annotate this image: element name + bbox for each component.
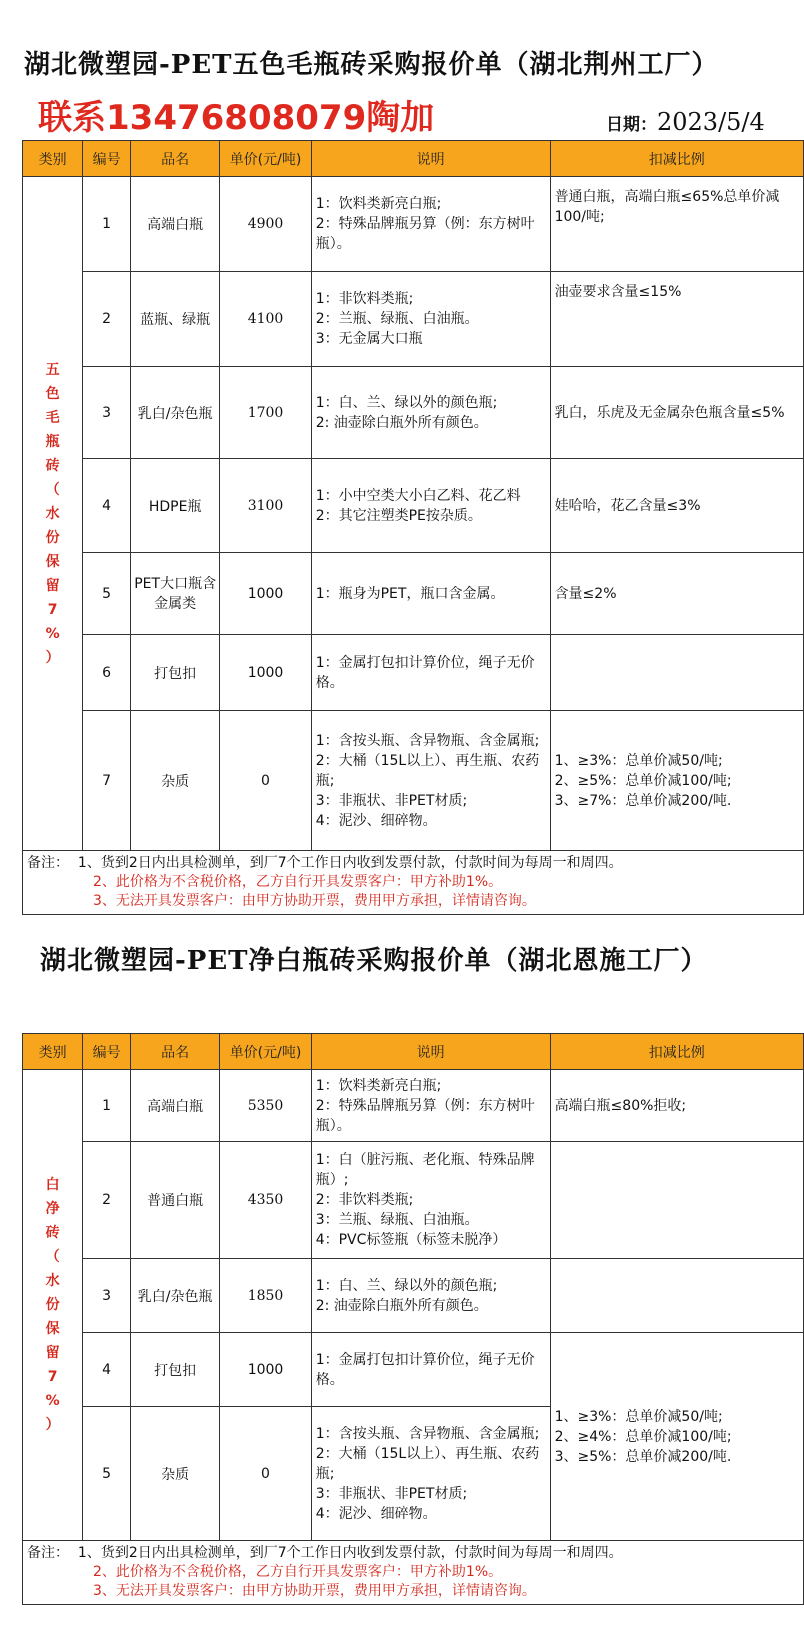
notes-row bbox=[23, 851, 804, 915]
header-deduction: 扣减比例 bbox=[550, 1034, 803, 1070]
unit-price: 1850 bbox=[220, 1259, 311, 1333]
header-category: 类别 bbox=[23, 1034, 83, 1070]
deduction bbox=[550, 1259, 803, 1333]
category-cell: 五 色 毛 瓶 砖 （ 水 份 保 留 7 % ） bbox=[23, 177, 83, 851]
description: 1：含按头瓶、含异物瓶、含金属瓶; 2：大桶（15L以上）、再生瓶、农药瓶; 3：非瓶状、非PET材质; 4：泥沙、细碎物。 bbox=[311, 711, 550, 851]
date-label: 日期： bbox=[606, 115, 657, 135]
header-description: 说明 bbox=[311, 1034, 550, 1070]
product-name: HDPE瓶 bbox=[131, 459, 220, 553]
unit-price: 3100 bbox=[220, 459, 311, 553]
table-row bbox=[23, 553, 804, 635]
table-header-row bbox=[23, 141, 804, 177]
row-number: 4 bbox=[83, 459, 131, 553]
table-row bbox=[23, 1070, 804, 1142]
contact-info: 联系13476808079陶加 bbox=[38, 98, 435, 138]
unit-price: 1000 bbox=[220, 635, 311, 711]
row-number: 2 bbox=[83, 1142, 131, 1259]
description: 1：饮料类新亮白瓶; 2：特殊品牌瓶另算（例：东方树叶瓶）。 bbox=[311, 177, 550, 272]
deduction: 含量≤2% bbox=[550, 553, 803, 635]
row-number: 3 bbox=[83, 367, 131, 459]
deduction: 乳白，乐虎及无金属杂色瓶含量≤5% bbox=[550, 367, 803, 459]
table-row bbox=[23, 272, 804, 367]
header-category: 类别 bbox=[23, 141, 83, 177]
deduction: 高端白瓶≤80%拒收; bbox=[550, 1070, 803, 1142]
product-name: 高端白瓶 bbox=[131, 177, 220, 272]
header-product: 品名 bbox=[131, 1034, 220, 1070]
row-number: 1 bbox=[83, 177, 131, 272]
header-price: 单价(元/吨) bbox=[220, 141, 311, 177]
product-name: 高端白瓶 bbox=[131, 1070, 220, 1142]
row-number: 5 bbox=[83, 1407, 131, 1541]
unit-price: 5350 bbox=[220, 1070, 311, 1142]
row-number: 5 bbox=[83, 553, 131, 635]
deduction bbox=[550, 635, 803, 711]
unit-price: 4100 bbox=[220, 272, 311, 367]
table-row bbox=[23, 711, 804, 851]
table-row bbox=[23, 635, 804, 711]
quote-table-enshi bbox=[22, 1033, 804, 1605]
quote-table-jingzhou bbox=[22, 140, 804, 915]
deduction: 1、≥3%：总单价减50/吨; 2、≥5%：总单价减100/吨; 3、≥7%：总单价减200/吨. bbox=[550, 711, 803, 851]
unit-price: 0 bbox=[220, 1407, 311, 1541]
description: 1：白、兰、绿以外的颜色瓶; 2: 油壶除白瓶外所有颜色。 bbox=[311, 367, 550, 459]
unit-price: 4350 bbox=[220, 1142, 311, 1259]
row-number: 2 bbox=[83, 272, 131, 367]
product-name: 打包扣 bbox=[131, 635, 220, 711]
description: 1：金属打包扣计算价位，绳子无价格。 bbox=[311, 1333, 550, 1407]
product-name: 打包扣 bbox=[131, 1333, 220, 1407]
deduction-merged: 1、≥3%：总单价减50/吨; 2、≥4%：总单价减100/吨; 3、≥5%：总单价减200/吨. bbox=[550, 1333, 803, 1541]
page-title-jingzhou: 湖北微塑园-PET五色毛瓶砖采购报价单（湖北荆州工厂） bbox=[24, 50, 719, 80]
product-name: 蓝瓶、绿瓶 bbox=[131, 272, 220, 367]
description: 1：白、兰、绿以外的颜色瓶; 2: 油壶除白瓶外所有颜色。 bbox=[311, 1259, 550, 1333]
unit-price: 0 bbox=[220, 711, 311, 851]
product-name: 乳白/杂色瓶 bbox=[131, 367, 220, 459]
header-product: 品名 bbox=[131, 141, 220, 177]
row-number: 3 bbox=[83, 1259, 131, 1333]
header-description: 说明 bbox=[311, 141, 550, 177]
table-row bbox=[23, 459, 804, 553]
table-row bbox=[23, 1259, 804, 1333]
table-row bbox=[23, 367, 804, 459]
notes: 备注： 1、货到2日内出具检测单，到厂7个工作日内收到发票付款，付款时间为每周一和周四。 2、此价格为不含税价格，乙方自行开具发票客户：甲方补助1%。 3、无法开具发票客户：由甲方协助开票，费用甲方承担，详情请咨询。 bbox=[23, 1541, 804, 1605]
date bbox=[606, 108, 765, 136]
description: 1：饮料类新亮白瓶; 2：特殊品牌瓶另算（例：东方树叶瓶）。 bbox=[311, 1070, 550, 1142]
description: 1：金属打包扣计算价位，绳子无价格。 bbox=[311, 635, 550, 711]
row-number: 6 bbox=[83, 635, 131, 711]
description: 1：白（脏污瓶、老化瓶、特殊品牌瓶）; 2：非饮料类瓶; 3：兰瓶、绿瓶、白油瓶。 4：PVC标签瓶（标签未脱净） bbox=[311, 1142, 550, 1259]
table-row bbox=[23, 1142, 804, 1259]
category-cell: 白 净 砖 （ 水 份 保 留 7 % ） bbox=[23, 1070, 83, 1541]
deduction: 油壶要求含量≤15% bbox=[550, 272, 803, 367]
table-header-row bbox=[23, 1034, 804, 1070]
table-row bbox=[23, 177, 804, 272]
unit-price: 1000 bbox=[220, 1333, 311, 1407]
product-name: 乳白/杂色瓶 bbox=[131, 1259, 220, 1333]
deduction: 娃哈哈，花乙含量≤3% bbox=[550, 459, 803, 553]
product-name: 普通白瓶 bbox=[131, 1142, 220, 1259]
unit-price: 1000 bbox=[220, 553, 311, 635]
description: 1：瓶身为PET，瓶口含金属。 bbox=[311, 553, 550, 635]
row-number: 7 bbox=[83, 711, 131, 851]
header-price: 单价(元/吨) bbox=[220, 1034, 311, 1070]
deduction: 普通白瓶，高端白瓶≤65%总单价减100/吨; bbox=[550, 177, 803, 272]
product-name: 杂质 bbox=[131, 1407, 220, 1541]
header-number: 编号 bbox=[83, 1034, 131, 1070]
header-deduction: 扣减比例 bbox=[550, 141, 803, 177]
notes: 备注： 1、货到2日内出具检测单，到厂7个工作日内收到发票付款，付款时间为每周一和周四。 2、此价格为不含税价格，乙方自行开具发票客户：甲方补助1%。 3、无法开具发票客户：由甲方协助开票，费用甲方承担，详情请咨询。 bbox=[23, 851, 804, 915]
description: 1：非饮料类瓶; 2：兰瓶、绿瓶、白油瓶。 3：无金属大口瓶 bbox=[311, 272, 550, 367]
unit-price: 4900 bbox=[220, 177, 311, 272]
row-number: 1 bbox=[83, 1070, 131, 1142]
notes-row bbox=[23, 1541, 804, 1605]
product-name: 杂质 bbox=[131, 711, 220, 851]
page-title-enshi: 湖北微塑园-PET净白瓶砖采购报价单（湖北恩施工厂） bbox=[40, 946, 708, 976]
unit-price: 1700 bbox=[220, 367, 311, 459]
product-name: PET大口瓶含金属类 bbox=[131, 553, 220, 635]
date-value: 2023/5/4 bbox=[657, 108, 765, 136]
description: 1：小中空类大小白乙料、花乙料 2：其它注塑类PE按杂质。 bbox=[311, 459, 550, 553]
row-number: 4 bbox=[83, 1333, 131, 1407]
header-number: 编号 bbox=[83, 141, 131, 177]
description: 1：含按头瓶、含异物瓶、含金属瓶; 2：大桶（15L以上）、再生瓶、农药瓶; 3：非瓶状、非PET材质; 4：泥沙、细碎物。 bbox=[311, 1407, 550, 1541]
table-row bbox=[23, 1333, 804, 1407]
deduction bbox=[550, 1142, 803, 1259]
